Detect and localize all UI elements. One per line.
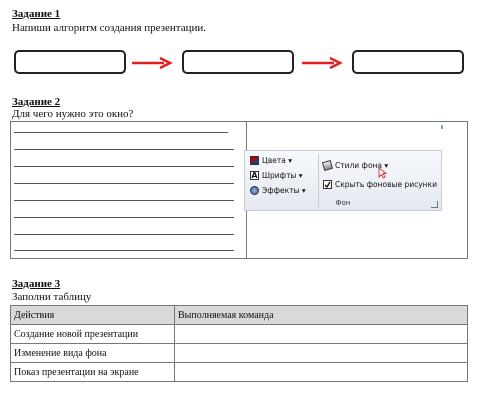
hide-background-graphics-checkbox[interactable]	[323, 180, 437, 189]
task3-text: Заполни таблицу	[12, 291, 92, 303]
header-command: Выполняемая команда	[175, 306, 468, 325]
answer-line[interactable]	[14, 132, 228, 133]
table-row	[11, 363, 468, 382]
effects-icon	[250, 186, 259, 195]
command-cell[interactable]	[175, 325, 468, 344]
selection-handle	[441, 125, 443, 129]
answer-line[interactable]	[14, 183, 234, 184]
fonts-button[interactable]	[250, 171, 303, 180]
colors-label: Цвета ▾	[262, 156, 292, 165]
task1-text: Напиши алгоритм создания презентации.	[12, 22, 207, 34]
answer-line[interactable]	[14, 166, 234, 167]
task3-table	[10, 305, 468, 382]
algorithm-step-box-1[interactable]	[14, 50, 126, 74]
task3-title: Задание 3	[12, 278, 61, 290]
task2-text: Для чего нужно это окно?	[12, 108, 134, 120]
checkbox-checked-icon	[323, 180, 332, 189]
command-cell[interactable]	[175, 363, 468, 382]
task1-title: Задание 1	[12, 8, 61, 20]
action-cell: Создание новой презентации	[11, 325, 175, 344]
hide-background-graphics-label: Скрыть фоновые рисунки	[335, 180, 437, 189]
ribbon-group-label: Фон	[335, 199, 351, 207]
paint-bucket-icon	[322, 160, 333, 171]
mouse-cursor-icon	[378, 167, 388, 179]
action-cell: Изменение вида фона	[11, 344, 175, 363]
effects-button[interactable]	[250, 186, 306, 195]
background-styles-label: Стили фона ▾	[335, 161, 389, 170]
algorithm-step-box-2[interactable]	[182, 50, 294, 74]
command-cell[interactable]	[175, 344, 468, 363]
table-row	[11, 325, 468, 344]
answer-line[interactable]	[14, 234, 234, 235]
dialog-launcher-icon[interactable]	[431, 201, 438, 208]
answer-line[interactable]	[14, 217, 234, 218]
fonts-icon: A	[251, 171, 258, 180]
task2-title: Задание 2	[12, 96, 61, 108]
answer-line[interactable]	[14, 200, 234, 201]
ribbon-background-group	[244, 150, 442, 211]
effects-label: Эффекты ▾	[262, 186, 306, 195]
header-actions: Действия	[11, 306, 175, 325]
colors-icon	[250, 156, 259, 165]
arrow-right-icon	[130, 56, 176, 70]
arrow-right-icon	[300, 56, 346, 70]
algorithm-step-box-3[interactable]	[352, 50, 464, 74]
table-header-row	[11, 306, 468, 325]
action-cell: Показ презентации на экране	[11, 363, 175, 382]
colors-button[interactable]	[250, 156, 292, 165]
fonts-label: Шрифты ▾	[262, 171, 303, 180]
table-row	[11, 344, 468, 363]
answer-line[interactable]	[14, 149, 234, 150]
answer-line[interactable]	[14, 250, 234, 251]
